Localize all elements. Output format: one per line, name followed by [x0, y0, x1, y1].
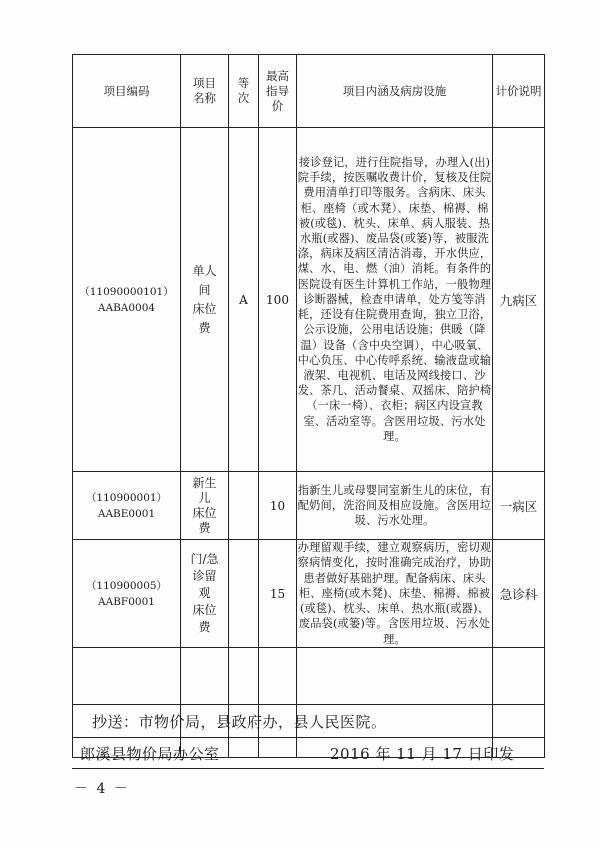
item-name: 单人 间 床位 费 — [181, 128, 229, 472]
header-code: 项目编码 — [73, 55, 181, 128]
empty-cell — [181, 648, 229, 758]
footer-middle-rule — [72, 737, 544, 738]
table-empty-row — [73, 648, 545, 758]
item-name: 新生 儿 床位 费 — [181, 472, 229, 540]
issuer: 郎溪县物价局办公室 — [80, 745, 220, 763]
item-content: 接诊登记，进行住院指导，办理入(出)院手续，按医嘱收费计价，复核及住院费用清单打印等服务。含病床、床头柜、座椅（或木凳）、床垫、棉褥、棉被(或毯)、枕头、床单、病人服装、热水瓶(或器)、废品袋(或篓)等，被服洗涤，病床及病区清洁消毒，开水供应，煤、水、电、燃（油）消耗。有条件的医院设有医生计算机工作站，一般物理诊断器械，检查申请单，处方笺等消耗，还设有住院费用查询，独立卫浴，公示设施，公用电话设施；供暖（降温）设备（含中央空调），中心吸氧、中心负压、中心传呼系统、输液盘或输液架、电视机、电话及网线接口、沙发、茶几、活动餐桌、双摇床、陪护椅（一床一椅）、衣柜；病区内设宣教室、活动室等。含医用垃圾、污水处理。 — [297, 128, 493, 472]
footer-top-rule — [72, 704, 544, 705]
item-code: （110900005） AABF0001 — [73, 540, 181, 648]
item-code: （110900001） AABE0001 — [73, 472, 181, 540]
item-pricing-note: 九病区 — [493, 128, 545, 472]
item-name: 门/急 诊留 观 床位 费 — [181, 540, 229, 648]
cc-line: 抄送：市物价局，县政府办，县人民医院。 — [92, 713, 387, 731]
header-note: 计价说明 — [493, 55, 545, 128]
item-level — [229, 540, 259, 648]
header-level: 等 次 — [229, 55, 259, 128]
footer-bottom-rule — [72, 768, 544, 769]
price-table — [72, 54, 545, 758]
item-pricing-note: 一病区 — [493, 472, 545, 540]
item-level: A — [229, 128, 259, 472]
empty-cell — [259, 648, 297, 758]
table-row — [73, 128, 545, 472]
header-content: 项目内涵及病房设施 — [297, 55, 493, 128]
item-code: （11090000101） AABA0004 — [73, 128, 181, 472]
header-name: 项目 名称 — [181, 55, 229, 128]
print-date: 2016 年 11 月 17 日印发 — [330, 745, 515, 763]
empty-cell — [493, 648, 545, 758]
item-content: 指新生儿或母婴同室新生儿的床位，有配奶间，洗浴间及相应设施。含医用垃圾、污水处理。 — [297, 472, 493, 540]
item-content: 办理留观手续，建立观察病历，密切观察病情变化，按时准确完成治疗，协助患者做好基础护理。配备病床、床头柜、座椅(或木凳)、床垫、棉褥、棉被(或毯)、枕头、床单、热水瓶(或器)、废品袋(或篓)等。含医用垃圾、污水处理。 — [297, 541, 492, 646]
empty-cell — [297, 648, 493, 758]
page-number: － 4 － — [74, 781, 130, 797]
header-max-price: 最高 指导 价 — [259, 55, 297, 128]
table-row — [73, 472, 545, 540]
item-max-price: 15 — [259, 540, 297, 648]
item-max-price: 10 — [259, 472, 297, 540]
item-pricing-note: 急诊科 — [493, 540, 545, 648]
empty-cell — [229, 648, 259, 758]
item-max-price: 100 — [259, 128, 297, 472]
table-row — [73, 540, 545, 648]
empty-cell — [73, 648, 181, 758]
item-level — [229, 472, 259, 540]
table-header-row — [73, 55, 545, 128]
